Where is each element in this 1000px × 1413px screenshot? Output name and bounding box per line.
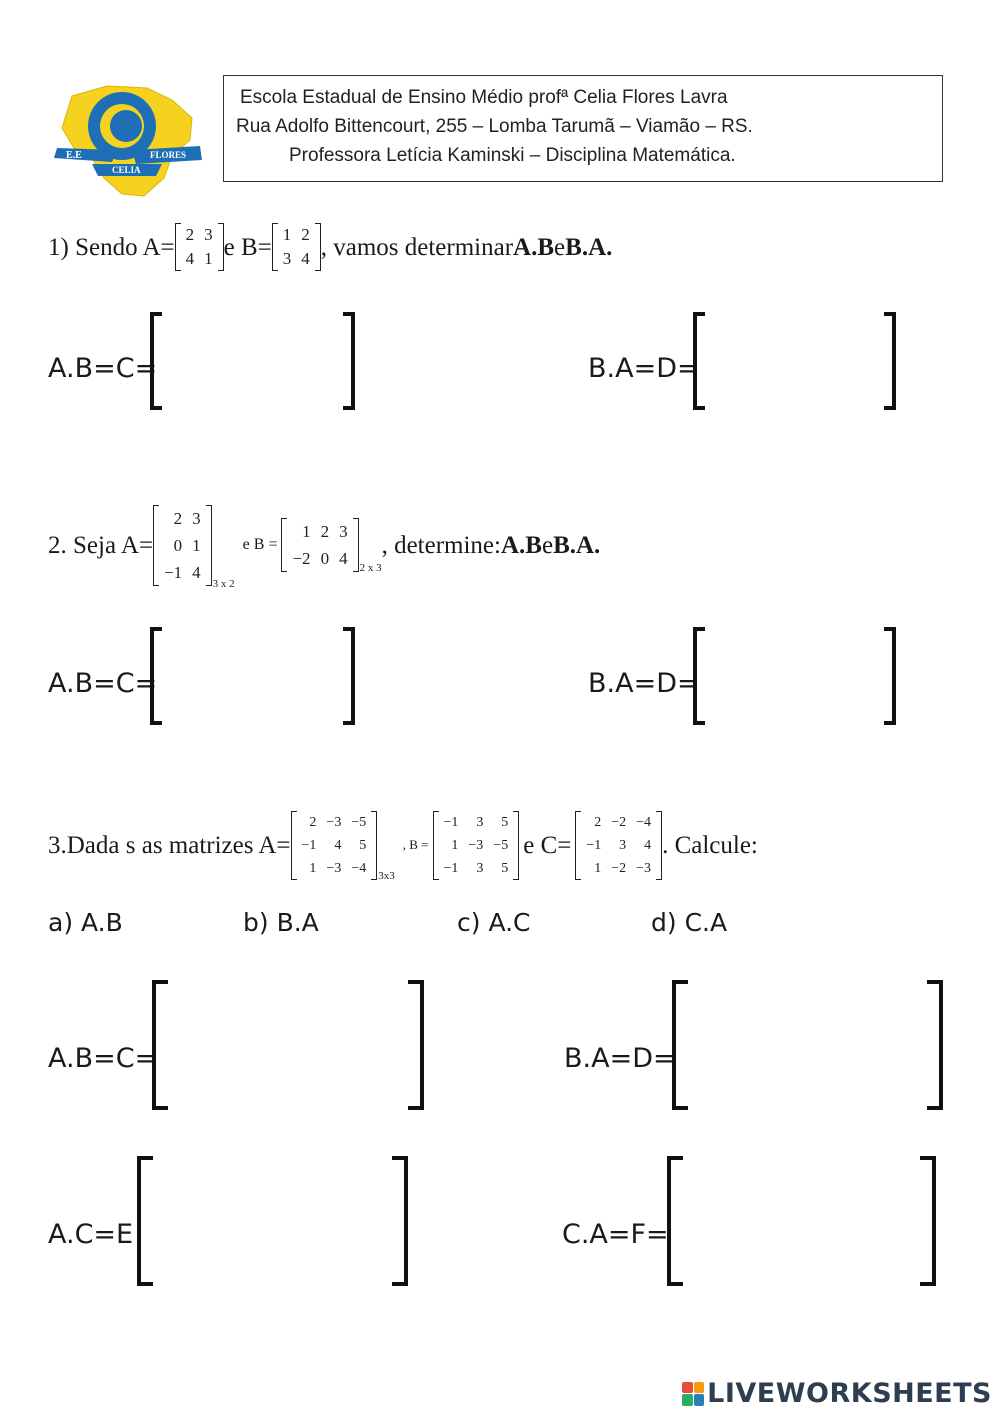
q3-answer-ca-field[interactable] [687,1162,916,1280]
q2-matrix-b-cell: 0 [320,549,330,568]
q3-answer-ac-field[interactable] [157,1162,388,1280]
q1-matrix-b-cell: 2 [301,225,310,244]
q1-matrix-b-cell: 1 [282,225,292,244]
q3-answer-ca-bracket-left [667,1156,683,1286]
school-logo [52,78,204,202]
q3-answer-ba-field[interactable] [692,986,923,1104]
q2-eb: e B = [242,536,278,553]
q2-matrix-b [281,518,358,572]
q2-matrix-a-row [159,505,206,532]
q2-answer-ba-bracket-left [693,627,705,725]
q3-answer-ca-label: C.A=F= [562,1219,669,1250]
q1-answer-ab-bracket-left [150,312,162,410]
q2-answer-ba-label: B.A=D= [588,668,700,699]
q3-matrix-a-dim: 3x3 [378,870,395,882]
q3-matrix-a [291,811,378,880]
q3-answer-ac-label: A.C=E [48,1219,134,1250]
q3-matrix-b-cell: −1 [443,860,459,876]
q1-matrix-a-row [181,247,218,271]
q1-answer-ba-bracket-left [693,312,705,410]
q3-item-a: a) A.B [48,908,123,937]
q2-matrix-a-row [159,559,206,586]
q3-matrix-b-row [439,811,514,834]
q3-matrix-a-cell: 2 [309,814,317,830]
q1-answer-ab-field[interactable] [166,318,336,404]
q3-matrix-b-row [439,834,514,857]
q1-matrix-a-cell: 3 [204,225,213,244]
q2-matrix-a-cell: 3 [192,508,201,528]
q3-matrix-a-row [297,811,372,834]
q3-matrix-a-cell: −1 [301,837,317,853]
school-address: Rua Adolfo Bittencourt, 255 – Lomba Tarumã – Viamão – RS. [236,116,753,137]
q3-matrix-b-cell: 5 [501,860,509,876]
q2-bold2: B.A. [553,531,601,559]
q1-bold2: B.A. [565,233,613,261]
q2-matrix-b-cell: 3 [339,522,348,541]
q3-answer-ca-bracket-right [920,1156,936,1286]
q1-answer-ba-label: B.A=D= [588,353,700,384]
liveworksheets-logo-icon [682,1382,704,1406]
q3-answer-ab-bracket-right [408,980,424,1110]
q1-matrix-a-cell: 1 [204,249,213,268]
q3-answer-ba-bracket-left [672,980,688,1110]
q3-matrix-a-cell: 1 [309,860,317,876]
q1-matrix-a [175,223,224,271]
logo-text-flores: FLORES [150,150,187,160]
q3-matrix-c-cell: −1 [586,837,602,853]
q3-matrix-c-cell: 1 [594,860,602,876]
school-name: Escola Estadual de Ensino Médio profª Celia Flores Lavra [240,87,728,108]
q3-matrix-c-cell: −2 [611,814,627,830]
q3-answer-ab-field[interactable] [172,986,404,1104]
q2-answer-ab-field[interactable] [166,633,336,719]
q3-item-c: c) A.C [457,908,531,937]
q1-mid: e B= [223,233,272,261]
q3-matrix-c-cell: −3 [636,860,652,876]
q3-matrix-a-cell: −5 [351,814,367,830]
q1-answer-ba-field[interactable] [709,318,877,404]
q2-answer-ab-bracket-left [150,627,162,725]
q3-matrix-a-cell: −4 [351,860,367,876]
q3-comma-b: , B = [402,837,429,852]
q3-matrix-c-cell: 3 [619,837,627,853]
q3-matrix-b-row [439,857,514,880]
q3-matrix-b-cell: 3 [476,860,484,876]
q1-matrix-a-row [181,223,218,247]
q3-matrix-b [433,811,520,880]
q3-answer-ba-bracket-right [927,980,943,1110]
q3-item-b: b) B.A [243,908,319,937]
liveworksheets-brand-text: LIVEWORKSHEETS [707,1378,992,1409]
q3-matrix-c-cell: −2 [611,860,627,876]
q3-matrix-c-row [581,857,656,880]
q2-answer-ab-bracket-right [343,627,355,725]
q3-matrix-a-row [297,857,372,880]
q3-ec: e C= [523,831,572,859]
q2-matrix-b-row [287,518,352,545]
q2-matrix-a-cell: 0 [173,535,183,555]
q1-matrix-a-cell: 4 [185,249,195,268]
q2-matrix-b-dim: 2 x 3 [359,562,382,574]
q1-bold1: A.B [513,233,555,261]
q3-matrix-a-row [297,834,372,857]
q3-answer-ba-label: B.A=D= [564,1043,676,1074]
q3-answer-ac-bracket-left [137,1156,153,1286]
q1-matrix-b-row [278,247,315,271]
q2-matrix-b-cell: 1 [302,522,311,541]
q2-answer-ba-field[interactable] [709,633,877,719]
q3-item-d: d) C.A [651,908,728,937]
q3-matrix-a-cell: −3 [326,860,342,876]
teacher-line: Professora Letícia Kaminski – Disciplina Matemática. [289,145,736,166]
q3-pre: 3.Dada s as matrizes A= [48,831,291,859]
q2-matrix-a [153,505,212,586]
q2-answer-ba-bracket-right [884,627,896,725]
q3-matrix-c-row [581,834,656,857]
q2-matrix-b-cell: −2 [292,549,311,568]
q2-matrix-b-row [287,545,352,572]
q3-matrix-c-cell: 4 [644,837,652,853]
q2-matrix-a-cell: 4 [192,562,201,582]
q1-matrix-b-cell: 3 [282,249,292,268]
q2-conj: e [541,531,554,559]
q2-matrix-a-cell: 1 [192,535,201,555]
q3-matrix-b-cell: −3 [468,837,484,853]
q3-matrix-b-cell: −1 [443,814,459,830]
q3-matrix-c-cell: 2 [594,814,602,830]
q1-answer-ab-label: A.B=C= [48,353,158,384]
q2-matrix-a-cell: −1 [164,562,183,582]
q3-answer-ab-bracket-left [152,980,168,1110]
q1-matrix-a-cell: 2 [185,225,195,244]
header-box [223,75,943,182]
question-3 [48,808,758,882]
liveworksheets-brand[interactable] [682,1378,992,1409]
q3-matrix-a-cell: −3 [326,814,342,830]
q2-matrix-b-cell: 2 [320,522,330,541]
q2-bold1: A.B [500,531,542,559]
q1-pre: 1) Sendo A= [48,233,175,261]
q1-matrix-b-cell: 4 [301,249,310,268]
q3-matrix-a-cell: 5 [359,837,367,853]
q3-matrix-c-cell: −4 [636,814,652,830]
q3-matrix-b-cell: −5 [493,837,509,853]
q1-conj: e [554,233,566,261]
q3-answer-ab-label: A.B=C= [48,1043,158,1074]
q2-post: , determine: [381,531,501,559]
q2-pre: 2. Seja A= [48,531,154,559]
q1-post: , vamos determinar [320,233,514,261]
question-1 [48,219,612,275]
q2-matrix-a-row [159,532,206,559]
q3-matrix-b-cell: 5 [501,814,509,830]
q3-matrix-c [575,811,662,880]
q2-matrix-a-cell: 2 [173,508,183,528]
q3-matrix-b-cell: 3 [476,814,484,830]
q2-matrix-b-cell: 4 [339,549,348,568]
q3-answer-ac-bracket-right [392,1156,408,1286]
q3-matrix-b-cell: 1 [451,837,459,853]
q3-matrix-a-cell: 4 [334,837,342,853]
q2-answer-ab-label: A.B=C= [48,668,158,699]
logo-text-ee: E.E [66,150,82,161]
logo-text-celia: CELIA [112,165,141,175]
q2-matrix-a-dim: 3 x 2 [212,578,235,590]
q3-post: . Calcule: [662,831,758,859]
q1-matrix-b-row [278,223,315,247]
question-2 [48,500,600,590]
q3-matrix-c-row [581,811,656,834]
q1-matrix-b [272,223,321,271]
q1-answer-ba-bracket-right [884,312,896,410]
q1-answer-ab-bracket-right [343,312,355,410]
